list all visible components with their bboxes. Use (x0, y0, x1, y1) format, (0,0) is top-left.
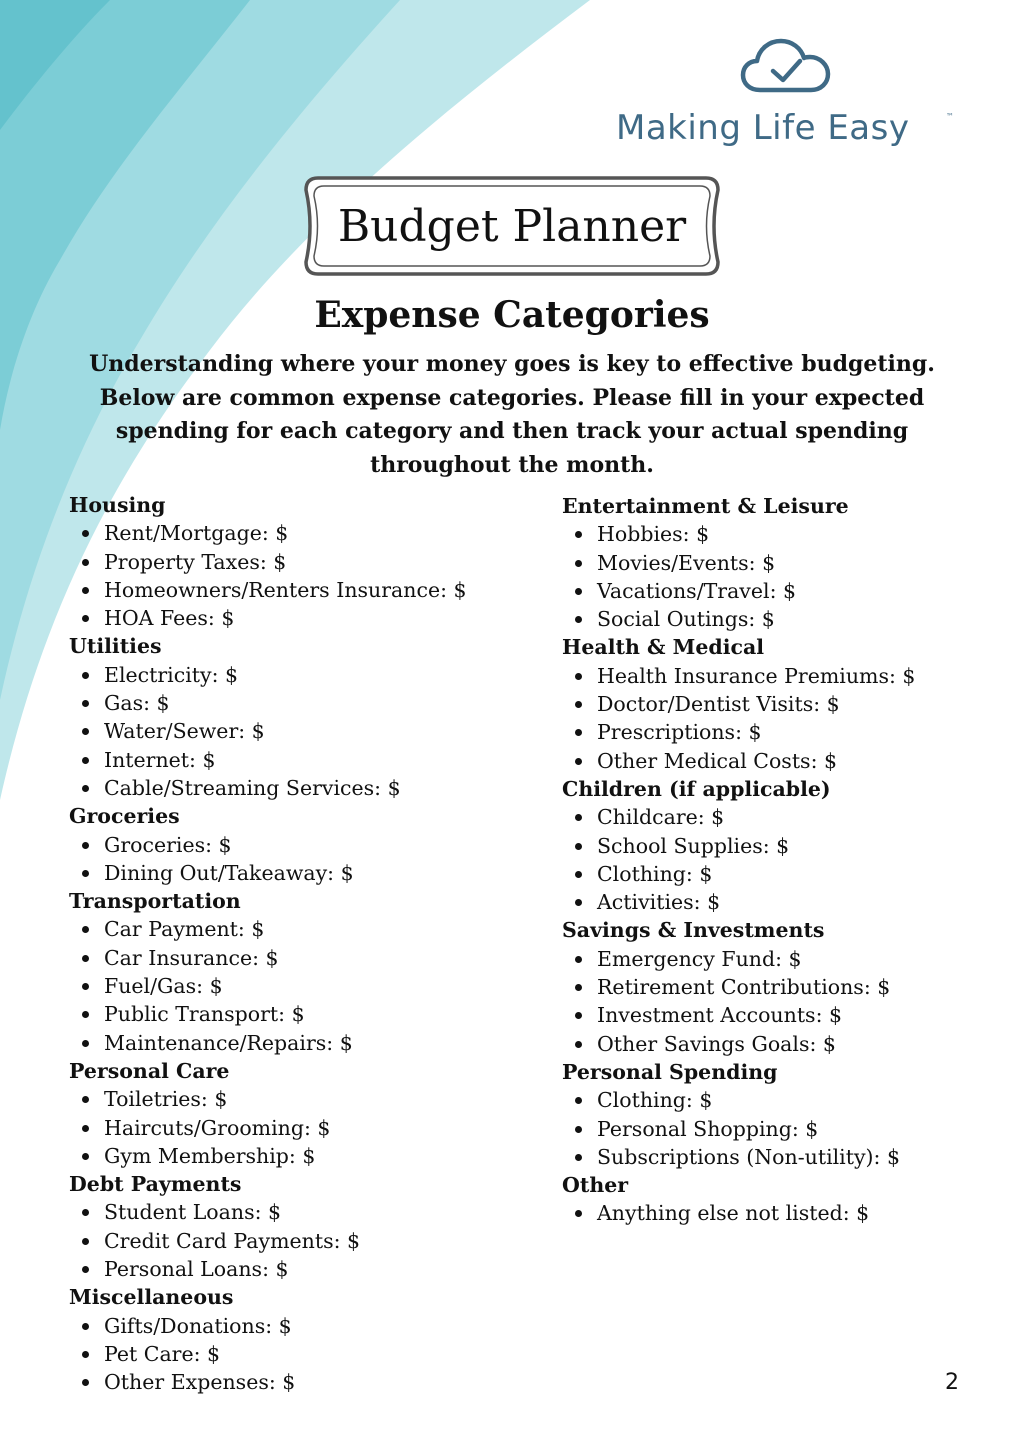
left-column (69, 491, 529, 1397)
bullet-icon (82, 1379, 89, 1386)
expense-item-label: Gas: $ (104, 691, 170, 716)
expense-item (69, 1142, 529, 1170)
expense-item-label: Credit Card Payments: $ (104, 1228, 361, 1253)
expense-item (562, 520, 992, 548)
expense-item-label: Homeowners/Renters Insurance: $ (104, 577, 467, 602)
cloud-check-icon (740, 36, 832, 100)
expense-item (562, 718, 992, 746)
expense-item-label: Haircuts/Grooming: $ (104, 1115, 331, 1140)
expense-item (69, 1085, 529, 1113)
expense-item (69, 915, 529, 943)
expense-item (69, 1255, 529, 1283)
expense-item-label: Childcare: $ (597, 805, 725, 830)
expense-item-label: Doctor/Dentist Visits: $ (597, 692, 840, 717)
expense-item-label: Health Insurance Premiums: $ (597, 663, 916, 688)
bullet-icon (82, 559, 89, 566)
bullet-icon (82, 728, 89, 735)
expense-item (562, 577, 992, 605)
expense-item (69, 604, 529, 632)
category-heading: Utilities (69, 634, 162, 659)
expense-item (562, 1115, 992, 1143)
category-list (562, 803, 992, 916)
expense-item-label: Personal Shopping: $ (597, 1116, 819, 1141)
brand-logo (600, 36, 960, 166)
expense-item (69, 831, 529, 859)
expense-item (69, 972, 529, 1000)
expense-item-label: Fuel/Gas: $ (104, 974, 223, 999)
expense-item-label: Movies/Events: $ (597, 550, 776, 575)
category-list (562, 945, 992, 1058)
expense-item (562, 747, 992, 775)
page-number: 2 (945, 1370, 959, 1395)
section-title: Expense Categories (314, 294, 710, 336)
brand-name: Making Life Easy (616, 108, 910, 148)
expense-item (562, 549, 992, 577)
expense-item-label: Other Expenses: $ (104, 1370, 296, 1395)
category-heading: Health & Medical (562, 635, 765, 660)
category-heading: Personal Care (69, 1058, 230, 1083)
page-title: Budget Planner (337, 200, 687, 252)
bullet-icon (575, 843, 582, 850)
category-heading: Transportation (69, 889, 241, 914)
bullet-icon (82, 1209, 89, 1216)
bullet-icon (82, 1266, 89, 1273)
expense-item (562, 888, 992, 916)
category-heading: Groceries (69, 804, 180, 829)
bullet-icon (575, 588, 582, 595)
expense-item-label: Car Insurance: $ (104, 945, 279, 970)
right-column (562, 492, 992, 1228)
expense-item-label: Clothing: $ (597, 1088, 713, 1113)
expense-item-label: Other Medical Costs: $ (597, 748, 838, 773)
bullet-icon (82, 1040, 89, 1047)
bullet-icon (82, 785, 89, 792)
expense-item-label: Prescriptions: $ (597, 720, 762, 745)
category-heading: Entertainment & Leisure (562, 494, 849, 518)
bullet-icon (82, 983, 89, 990)
expense-item (562, 662, 992, 690)
category-list (562, 1086, 992, 1171)
expense-item-label: Investment Accounts: $ (597, 1003, 843, 1028)
expense-item (69, 519, 529, 547)
bullet-icon (575, 701, 582, 708)
category-list (69, 831, 529, 888)
expense-item (69, 1000, 529, 1028)
category-list (69, 519, 529, 632)
bullet-icon (575, 1097, 582, 1104)
category-list (562, 520, 992, 633)
expense-item (69, 689, 529, 717)
bullet-icon (82, 1096, 89, 1103)
bullet-icon (82, 587, 89, 594)
bullet-icon (575, 1154, 582, 1161)
bullet-icon (82, 842, 89, 849)
bullet-icon (575, 871, 582, 878)
expense-item-label: Emergency Fund: $ (597, 946, 802, 971)
expense-item (562, 690, 992, 718)
bullet-icon (82, 672, 89, 679)
expense-item (69, 1227, 529, 1255)
expense-item-label: Activities: $ (597, 890, 721, 915)
expense-item-label: Cable/Streaming Services: $ (104, 775, 401, 800)
bullet-icon (82, 530, 89, 537)
expense-item (562, 832, 992, 860)
expense-item-label: Clothing: $ (597, 861, 713, 886)
expense-item (69, 1340, 529, 1368)
category-list (69, 1198, 529, 1283)
intro-paragraph: Understanding where your money goes is key to effective budgeting. Below are common expense categories. Please fill in your expected spending for each category and then track your actual spending throughout the month. (89, 351, 935, 478)
expense-item (69, 548, 529, 576)
bullet-icon (82, 955, 89, 962)
expense-item-label: Toiletries: $ (104, 1087, 228, 1112)
expense-item-label: Vacations/Travel: $ (597, 578, 797, 603)
bullet-icon (82, 1011, 89, 1018)
expense-item-label: Social Outings: $ (597, 607, 775, 632)
expense-item-label: Pet Care: $ (104, 1341, 221, 1366)
category-list (69, 915, 529, 1056)
expense-item-label: Hobbies: $ (597, 522, 710, 547)
expense-item-label: Subscriptions (Non-utility): $ (597, 1144, 901, 1169)
expense-item (69, 1029, 529, 1057)
expense-item (562, 803, 992, 831)
bullet-icon (575, 984, 582, 991)
bullet-icon (82, 1323, 89, 1330)
category-list (69, 1312, 529, 1397)
expense-item (69, 576, 529, 604)
bullet-icon (575, 956, 582, 963)
category-list (69, 661, 529, 802)
expense-item (562, 1001, 992, 1029)
expense-item (562, 605, 992, 633)
category-heading: Children (if applicable) (562, 776, 831, 801)
expense-item (69, 746, 529, 774)
expense-item (69, 859, 529, 887)
bullet-icon (575, 616, 582, 623)
category-list (69, 1085, 529, 1170)
bullet-icon (575, 899, 582, 906)
expense-item (562, 1030, 992, 1058)
expense-item (69, 1114, 529, 1142)
bullet-icon (82, 926, 89, 933)
expense-item (69, 1198, 529, 1226)
bullet-icon (82, 757, 89, 764)
trademark-symbol: ™ (946, 112, 954, 121)
bullet-icon (82, 870, 89, 877)
bullet-icon (82, 1238, 89, 1245)
expense-item-label: School Supplies: $ (597, 833, 790, 858)
expense-item (562, 973, 992, 1001)
category-heading: Other (562, 1173, 629, 1198)
expense-item (562, 1143, 992, 1171)
bullet-icon (575, 1012, 582, 1019)
expense-item (562, 860, 992, 888)
bullet-icon (575, 1041, 582, 1048)
expense-item (562, 1199, 992, 1227)
expense-item (562, 1086, 992, 1114)
bullet-icon (575, 673, 582, 680)
expense-item (69, 944, 529, 972)
category-heading: Housing (69, 493, 166, 517)
title-banner (304, 176, 720, 276)
expense-item-label: Car Payment: $ (104, 917, 265, 942)
expense-item (69, 774, 529, 802)
expense-item-label: Dining Out/Takeaway: $ (104, 860, 354, 885)
expense-item (69, 717, 529, 745)
expense-item-label: Student Loans: $ (104, 1200, 282, 1225)
expense-item-label: Anything else not listed: $ (597, 1201, 870, 1226)
expense-item-label: Water/Sewer: $ (104, 719, 265, 744)
bullet-icon (82, 615, 89, 622)
expense-item-label: Public Transport: $ (104, 1002, 305, 1027)
bullet-icon (575, 560, 582, 567)
bullet-icon (575, 531, 582, 538)
bullet-icon (575, 758, 582, 765)
bullet-icon (575, 729, 582, 736)
expense-item-label: Gifts/Donations: $ (104, 1313, 292, 1338)
expense-item-label: Gym Membership: $ (104, 1143, 316, 1168)
expense-item-label: Groceries: $ (104, 832, 232, 857)
expense-item (562, 945, 992, 973)
bullet-icon (82, 1125, 89, 1132)
bullet-icon (82, 700, 89, 707)
expense-item-label: Retirement Contributions: $ (597, 975, 891, 1000)
bullet-icon (82, 1351, 89, 1358)
category-list (562, 1199, 992, 1227)
expense-item (69, 661, 529, 689)
category-heading: Miscellaneous (69, 1285, 234, 1310)
bullet-icon (575, 1126, 582, 1133)
bullet-icon (575, 1210, 582, 1217)
bullet-icon (575, 814, 582, 821)
expense-item-label: Property Taxes: $ (104, 549, 287, 574)
expense-item (69, 1312, 529, 1340)
expense-item-label: Electricity: $ (104, 662, 239, 687)
category-heading: Savings & Investments (562, 918, 825, 943)
expense-item (69, 1368, 529, 1396)
category-list (562, 662, 992, 775)
category-heading: Debt Payments (69, 1172, 242, 1197)
expense-item-label: Maintenance/Repairs: $ (104, 1030, 353, 1055)
expense-item-label: Internet: $ (104, 747, 216, 772)
expense-item-label: Other Savings Goals: $ (597, 1031, 836, 1056)
bullet-icon (82, 1153, 89, 1160)
expense-item-label: HOA Fees: $ (104, 606, 235, 631)
expense-item-label: Personal Loans: $ (104, 1257, 289, 1282)
category-heading: Personal Spending (562, 1059, 778, 1084)
expense-item-label: Rent/Mortgage: $ (104, 521, 289, 546)
